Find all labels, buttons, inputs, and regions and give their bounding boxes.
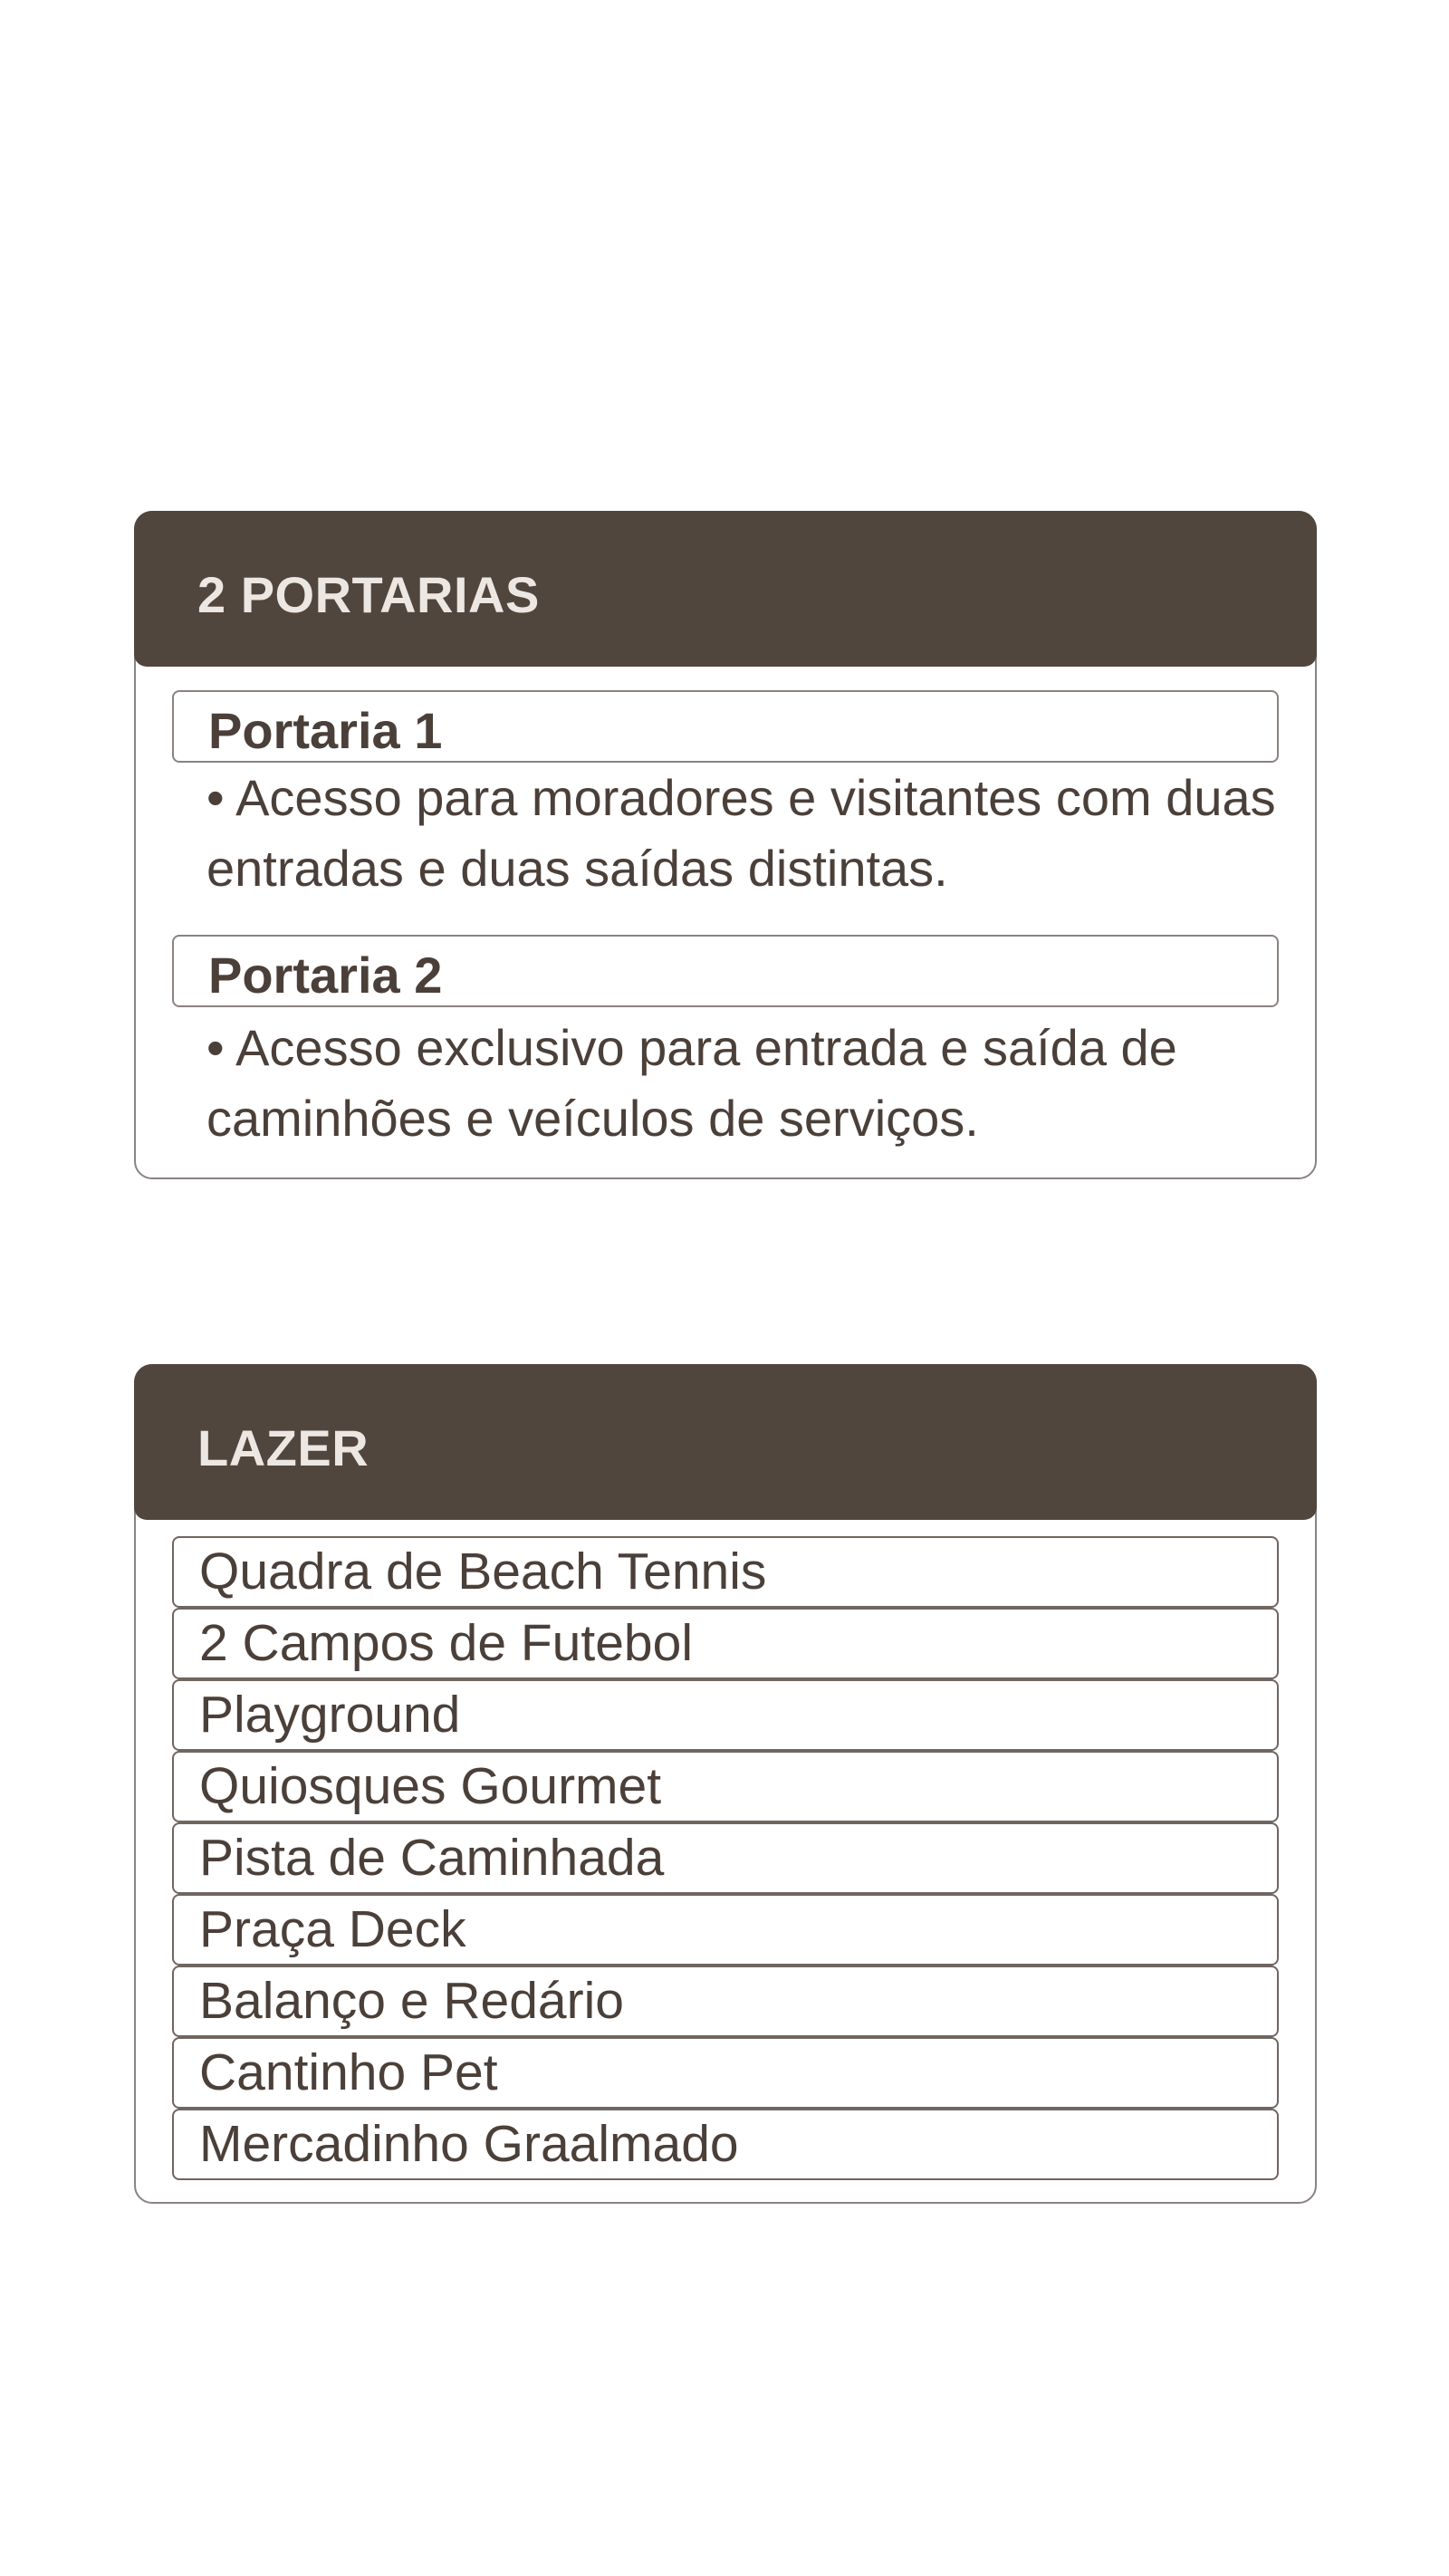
lazer-item-label: Quadra de Beach Tennis: [199, 1543, 767, 1600]
lazer-item-label: Balanço e Redário: [199, 1972, 624, 2030]
lazer-item-label: Pista de Caminhada: [199, 1829, 665, 1887]
lazer-item-label: Quiosques Gourmet: [199, 1757, 662, 1815]
lazer-item: [172, 1679, 1279, 1751]
lazer-item: [172, 1966, 1279, 2037]
lazer-item: [172, 1894, 1279, 1966]
lazer-title: LAZER: [197, 1419, 369, 1476]
lazer-item-label: Mercadinho Graalmado: [199, 2115, 739, 2173]
lazer-item-label: Cantinho Pet: [199, 2043, 498, 2101]
lazer-item: [172, 2037, 1279, 2109]
portaria-1-description: • Acesso para moradores e visitantes com duas entradas e duas saídas distintas.: [206, 769, 1276, 897]
lazer-list: [172, 1536, 1279, 2180]
lazer-item-label: Playground: [199, 1686, 461, 1744]
lazer-item: [172, 1608, 1279, 1679]
lazer-item: [172, 2109, 1279, 2180]
lazer-card: [134, 1364, 1317, 2204]
lazer-item-label: Praça Deck: [199, 1900, 466, 1958]
portarias-title: 2 PORTARIAS: [197, 566, 540, 623]
lazer-item: [172, 1751, 1279, 1822]
lazer-item-label: 2 Campos de Futebol: [199, 1614, 693, 1672]
portaria-2-title: Portaria 2: [208, 947, 443, 1004]
portarias-card: [134, 511, 1317, 1179]
lazer-header: [134, 1364, 1317, 1520]
portaria-1-title-box: [172, 690, 1279, 763]
portarias-header: [134, 511, 1317, 667]
portaria-2-description: • Acesso exclusivo para entrada e saída de caminhões e veículos de serviços.: [206, 1019, 1177, 1147]
portaria-2-title-box: [172, 935, 1279, 1007]
lazer-item: [172, 1822, 1279, 1894]
lazer-item: [172, 1536, 1279, 1608]
portaria-1-title: Portaria 1: [208, 702, 443, 759]
